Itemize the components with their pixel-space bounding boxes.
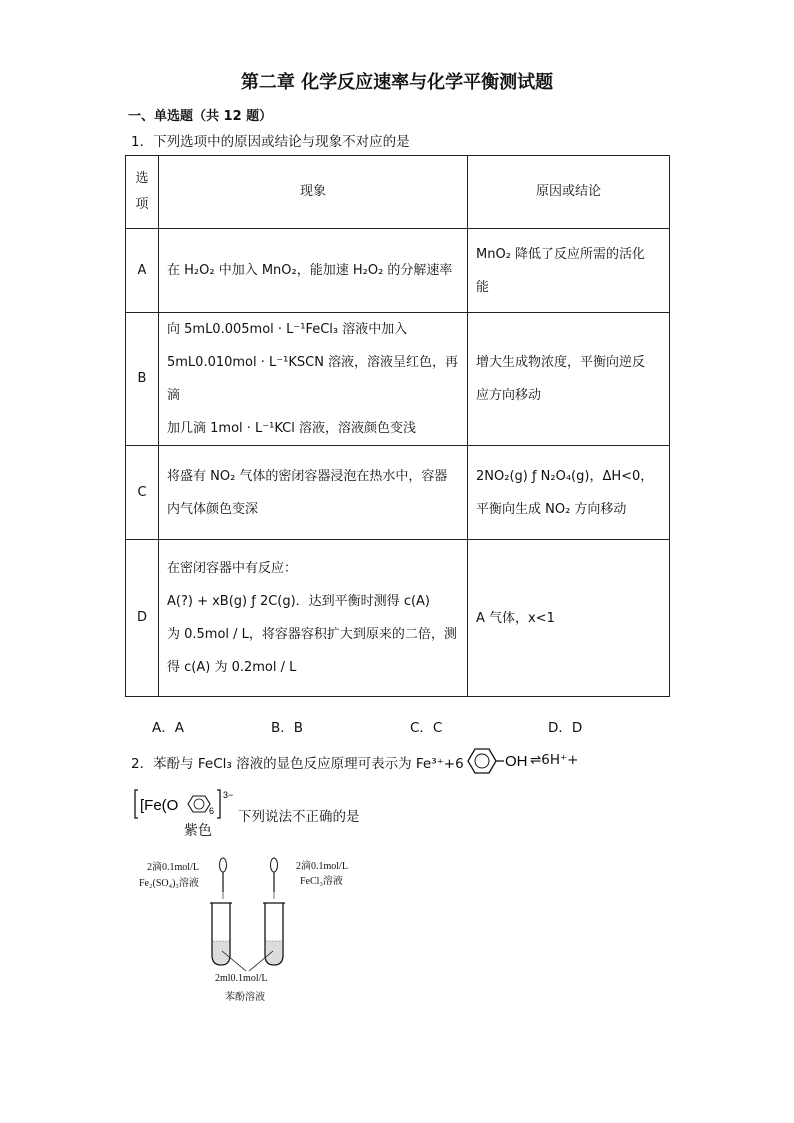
- row-phenomenon: [159, 313, 468, 446]
- header-phenomenon: 现象: [159, 156, 468, 229]
- option-b[interactable]: B．B: [271, 720, 304, 736]
- header-reason: 原因或结论: [468, 156, 670, 229]
- test-tube-left-icon: [210, 903, 232, 965]
- option-a[interactable]: A．A: [152, 720, 184, 736]
- phenol-structure-icon: [460, 744, 530, 778]
- header-option-text: [126, 166, 158, 218]
- oh-label: OH: [505, 753, 528, 770]
- cell-line: A(?) + xB(g) ƒ 2C(g)．达到平衡时测得 c(A): [167, 594, 431, 609]
- row-option: C: [126, 446, 159, 540]
- row-option: B: [126, 313, 159, 446]
- cell-line: 2NO₂(g) ƒ N₂O₄(g)，ΔH<0，: [476, 468, 654, 484]
- dropper-right-icon: [271, 858, 278, 899]
- reagent-right-line1: 2滴0.1mol/L: [296, 861, 348, 872]
- row-reason: [468, 540, 670, 697]
- cell-line: 增大生成物浓度，平衡向逆反: [476, 355, 646, 370]
- row-option: D: [126, 540, 159, 697]
- table-row: [126, 313, 670, 446]
- reagent-bottom-line1: 2ml0.1mol/L: [215, 973, 268, 984]
- cell-line: 向 5mL0.005mol · L⁻¹FeCl₃ 溶液中加入: [167, 322, 408, 337]
- table-header-row: [126, 156, 670, 229]
- cell-line: 得 c(A) 为 0.2mol / L: [167, 660, 297, 675]
- question-2-stem: 2．苯酚与 FeCl₃ 溶液的显色反应原理可表示为 Fe³⁺+6: [131, 756, 464, 772]
- cell-line: 加几滴 1mol · L⁻¹KCl 溶液，溶液颜色变浅: [167, 421, 416, 436]
- complex-charge: 3−: [223, 790, 234, 800]
- complex-count: 6: [209, 806, 215, 816]
- cell-line: 能: [476, 279, 490, 295]
- test-tube-right-icon: [263, 903, 285, 965]
- section-heading: 一、单选题（共 12 题）: [128, 109, 273, 124]
- row-option: A: [126, 229, 159, 313]
- reagent-left-line2: Fe₂(SO₄)₃溶液: [139, 878, 199, 889]
- option-c[interactable]: C．C: [410, 720, 443, 736]
- reagent-left-line1: 2滴0.1mol/L: [147, 862, 199, 873]
- row-phenomenon: [159, 446, 468, 540]
- row-phenomenon: [159, 229, 468, 313]
- complex-fe-label: [Fe(O: [140, 797, 179, 814]
- question-2-prompt: 下列说法不正确的是: [238, 809, 360, 825]
- test-tube-apparatus: [200, 855, 310, 975]
- question-1-table: [125, 155, 670, 697]
- table-row: [126, 229, 670, 313]
- cell-line: 5mL0.010mol · L⁻¹KSCN 溶液，溶液呈红色，再滴: [167, 355, 459, 403]
- cell-line: 在 H₂O₂ 中加入 MnO₂，能加速 H₂O₂ 的分解速率: [167, 263, 453, 278]
- question-1-stem: 1．下列选项中的原因或结论与现象不对应的是: [131, 134, 410, 150]
- row-reason: [468, 229, 670, 313]
- cell-line: MnO₂ 降低了反应所需的活化: [476, 246, 646, 262]
- row-reason: [468, 313, 670, 446]
- page-title: 第二章 化学反应速率与化学平衡测试题: [240, 72, 554, 93]
- table-row: [126, 540, 670, 697]
- dropper-left-icon: [220, 858, 227, 899]
- reagent-right-line2: FeCl₃溶液: [300, 876, 343, 887]
- cell-line: 在密闭容器中有反应：: [167, 561, 298, 576]
- option-d[interactable]: D．D: [548, 720, 583, 736]
- cell-line: A 气体，x<1: [476, 610, 555, 626]
- cell-line: 应方向移动: [476, 388, 542, 403]
- table-row: [126, 446, 670, 540]
- purple-label: 紫色: [184, 823, 212, 839]
- complex-ion-drawing: [134, 788, 244, 822]
- row-reason: [468, 446, 670, 540]
- cell-line: 为 0.5mol / L，将容器容积扩大到原来的二倍，测: [167, 627, 457, 642]
- reagent-bottom-line2: 苯酚溶液: [225, 992, 265, 1003]
- row-phenomenon: [159, 540, 468, 697]
- cell-line: 将盛有 NO₂ 气体的密闭容器浸泡在热水中，容器: [167, 468, 448, 484]
- cell-line: 平衡向生成 NO₂ 方向移动: [476, 501, 627, 517]
- equilibrium-product: ⇌6H⁺+: [530, 752, 579, 768]
- header-option-char: 项: [135, 197, 149, 212]
- header-option-char: 选: [135, 171, 149, 186]
- complex-ion-formula: [134, 788, 244, 820]
- cell-line: 内气体颜色变深: [167, 501, 259, 517]
- header-option: [126, 156, 159, 229]
